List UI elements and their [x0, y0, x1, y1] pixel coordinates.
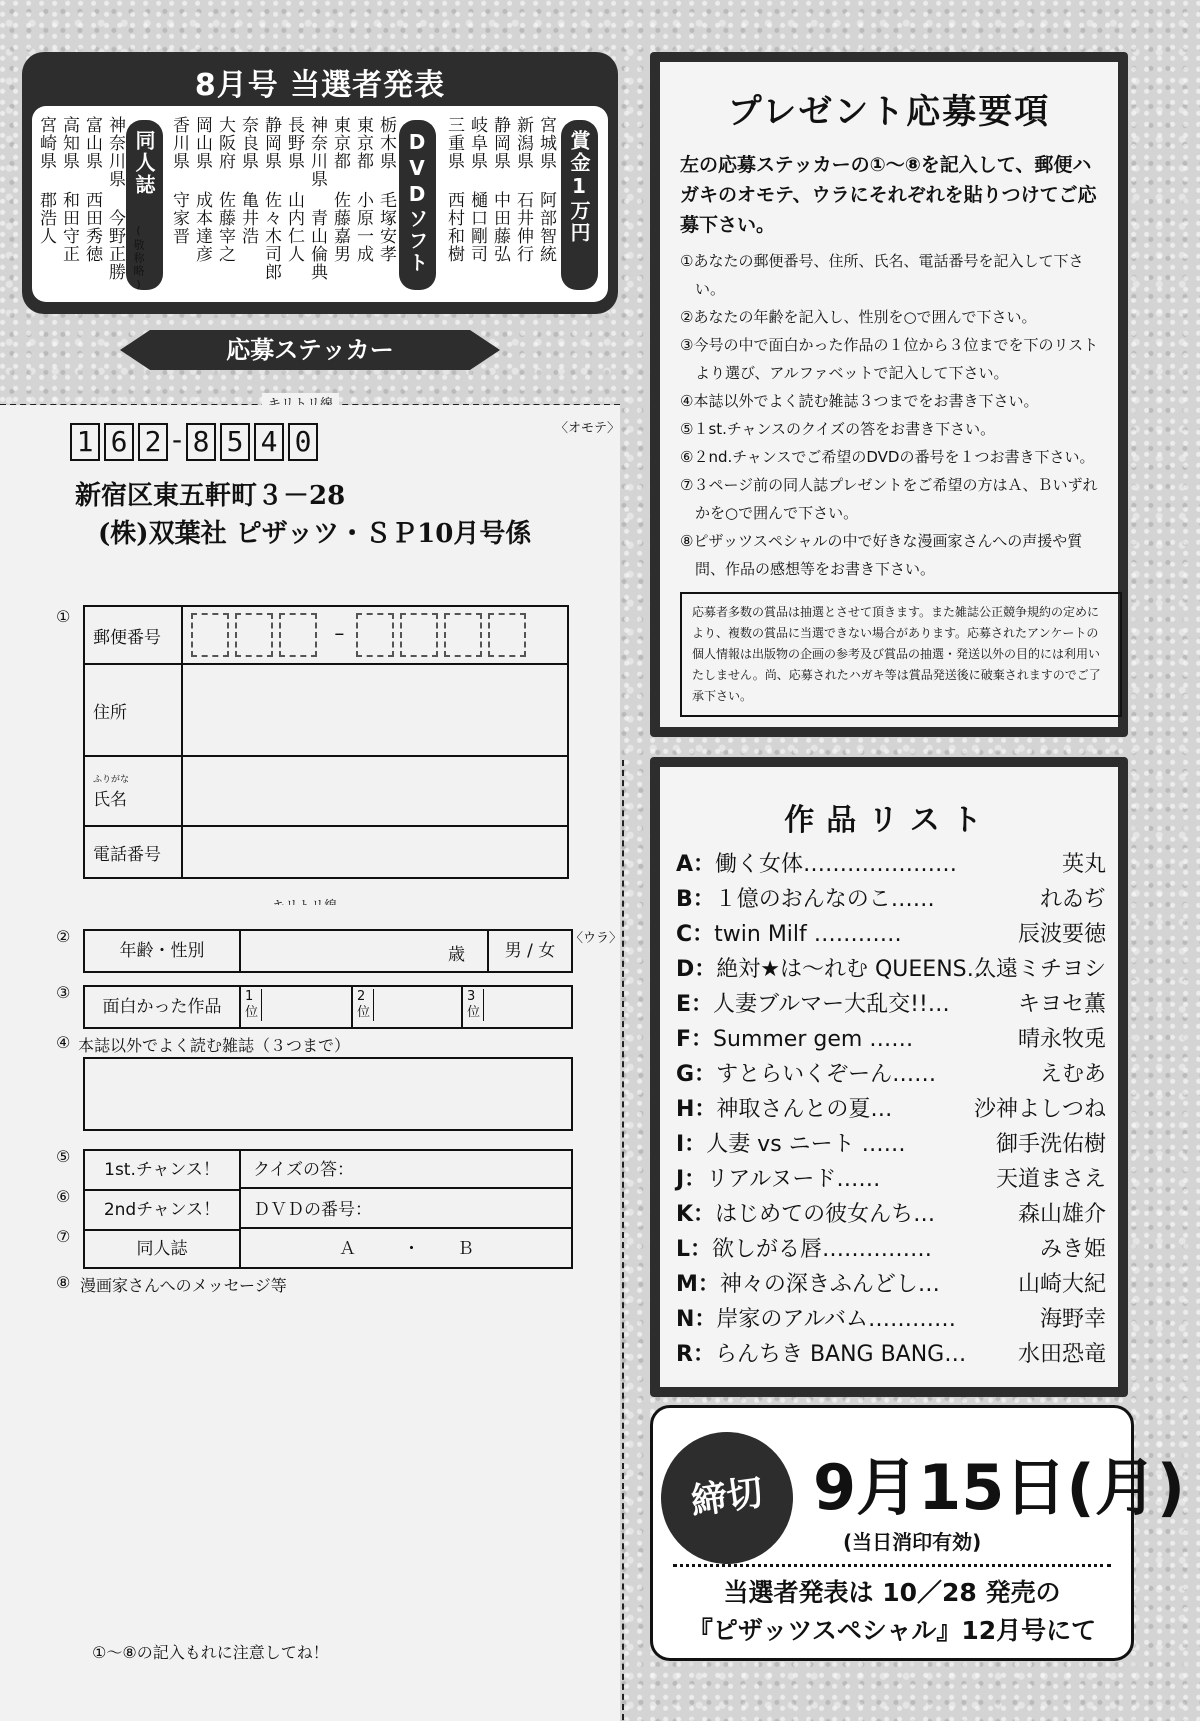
furigana-label: ふりがな	[93, 775, 130, 785]
work-author: 沙神よしつね	[973, 1097, 1106, 1122]
deadline-date: 9月15日(月)	[813, 1451, 1186, 1524]
column-divider	[622, 760, 624, 1720]
step-item: ⑤１st.チャンスのクイズの答をお書き下さい。	[680, 420, 996, 438]
work-title: 絶対★は～れむ QUEENS…	[716, 957, 989, 982]
work-title: 神々の深きふんどし…	[719, 1272, 940, 1297]
rank1-label: 1位	[245, 989, 262, 1021]
notice-box: 応募者多数の賞品は抽選とさせて頂きます。また雑誌公正競争規約の定めにより、複数の賞品に当選できない場合があります。応募されたアンケートの個人情報は出版物の企画の参考及び賞品の抽選・発送以外の目的には利用いたしません。尚、応募されたハガキ等は賞品発送後に破棄されますのでご了承下さい。	[680, 592, 1122, 717]
deadline-panel	[650, 1405, 1186, 1661]
name-text: 氏名	[93, 790, 127, 810]
sticker-back	[0, 905, 623, 1721]
doujin-label: 同人誌	[85, 1231, 241, 1267]
work-title: 欲しがる唇……………	[712, 1237, 933, 1262]
message-label: 漫画家さんへのメッセージ等	[80, 1276, 287, 1295]
sticker-front	[0, 405, 620, 905]
work-author: 水田恐竜	[1017, 1342, 1106, 1367]
work-title: らんちき BANG BANG…	[714, 1342, 967, 1367]
step-item: ⑧ピザッツスペシャルの中で好きな漫画家さんへの声援や質問、作品の感想等をお書き下さい。	[680, 532, 1083, 578]
field-number: ①	[56, 607, 71, 626]
work-author: 辰波要徳	[1017, 922, 1106, 947]
address-label: 住所	[84, 664, 182, 756]
deadline-badge: 締切	[652, 1423, 801, 1572]
winner-entry: 三重県 西村和樹	[444, 116, 464, 263]
field-number: ④	[56, 1033, 71, 1052]
magazines-label: 本誌以外でよく読む雑誌（３つまで）	[78, 1036, 351, 1055]
sex-select[interactable]: 男 / 女	[504, 941, 556, 961]
banner-left-arrow-icon	[120, 330, 150, 370]
rank1-input[interactable]	[241, 987, 353, 1027]
winner-entry: 栃木県 毛塚安孝	[376, 116, 396, 263]
field-number: ⑥	[56, 1187, 71, 1206]
work-title: はじめての彼女んち…	[715, 1202, 936, 1227]
winner-entry: 富山県 西田秀徳	[82, 116, 102, 263]
name-label	[84, 756, 182, 826]
prize-dvd-label: DVDソフト	[399, 120, 436, 290]
phone-label: 電話番号	[84, 826, 182, 878]
winner-entry: 宮崎県 郡浩人	[36, 116, 56, 245]
winner-entry: 神奈川県 今野正勝	[105, 116, 125, 281]
address-line-2: (株)双葉社 ピザッツ・ＳＰ10月号係	[98, 519, 532, 549]
back-tag: 〈ウラ〉	[570, 931, 623, 946]
postal-input[interactable]: –	[182, 606, 568, 664]
work-title: すとらいくぞーん……	[716, 1062, 937, 1087]
winner-entry: 岡山県 成本達彦	[192, 116, 212, 263]
field-number: ⑦	[56, 1227, 71, 1246]
work-author: れゐぢ	[1039, 887, 1106, 912]
present-lead: 左の応募ステッカーの①～⑧を記入して、郵便ハガキのオモテ、ウラにそれぞれを貼りつけてご応募下さい。	[680, 154, 1097, 236]
address-line-1: 新宿区東五軒町３－28	[75, 481, 346, 511]
work-author: 山崎大紀	[1017, 1272, 1106, 1297]
winner-entry: 東京都 佐藤嘉男	[330, 116, 350, 263]
zip-digit: 0	[288, 423, 318, 461]
step-item: ①あなたの郵便番号、住所、氏名、電話番号を記入して下さい。	[680, 252, 1084, 298]
list-item: F：Summer gem …… 晴永牧兎	[676, 1022, 1106, 1053]
field-number: ⑤	[56, 1147, 71, 1166]
work-author: えむあ	[1039, 1062, 1106, 1087]
winner-entry: 宮城県 阿部智統	[536, 116, 556, 263]
rank3-label: 3位	[467, 989, 484, 1021]
doujin-choice[interactable]	[241, 1231, 571, 1267]
list-item: M：神々の深きふんどし… 山崎大紀	[676, 1267, 1106, 1298]
field-number: ②	[56, 927, 71, 946]
work-author: 海野幸	[1039, 1307, 1106, 1332]
list-item: C：twin Milf ………… 辰波要徳	[676, 917, 1106, 948]
list-item: A：働く女体………………… 英丸	[676, 847, 1106, 878]
honorific-note: (敬称略)	[132, 224, 145, 293]
list-item: I：人妻 vs ニート …… 御手洗佑樹	[676, 1127, 1106, 1158]
zip-digit: 8	[186, 423, 216, 461]
zip-digit: 5	[220, 423, 250, 461]
present-title: プレゼント応募要項	[727, 92, 1051, 132]
list-item: D：絶対★は～れむ QUEENS… 久遠ミチヨシ	[676, 952, 1106, 983]
age-sex-row	[83, 929, 573, 973]
work-author: 森山雄介	[1017, 1202, 1106, 1227]
sticker-title: 応募ステッカー	[150, 330, 470, 370]
fav-works-label: 面白かった作品	[85, 987, 241, 1027]
work-author: キヨセ薫	[1017, 992, 1106, 1017]
list-item: L：欲しがる唇…………… みき姫	[676, 1232, 1106, 1263]
contact-form	[83, 605, 569, 879]
work-title: 神取さんとの夏…	[716, 1097, 893, 1122]
present-steps	[680, 247, 1110, 583]
winner-entry: 新潟県 石井伸行	[513, 116, 533, 263]
winner-entry: 長野県 山内仁人	[284, 116, 304, 263]
name-input[interactable]	[182, 756, 568, 826]
second-chance-label: 2ndチャンス！	[85, 1191, 241, 1231]
winner-entry: 静岡県 佐々木司郎	[261, 116, 281, 281]
list-item: B：１億のおんなのこ…… れゐぢ	[676, 882, 1106, 913]
option-b[interactable]: Ｂ	[457, 1239, 474, 1259]
winner-entry: 奈良県 亀井浩	[238, 116, 258, 245]
works-list-panel	[650, 757, 1128, 1397]
work-title: twin Milf …………	[714, 922, 902, 947]
rank3-input[interactable]	[463, 987, 571, 1027]
dvd-number-input[interactable]: ＤＶＤの番号：	[241, 1191, 571, 1229]
prize-cash-label: 賞金1万円	[561, 120, 598, 290]
winner-entry: 大阪府 佐藤宰之	[215, 116, 235, 263]
postal-label: 郵便番号	[84, 606, 182, 664]
announcement-line-1: 当選者発表は 10／28 発売の	[723, 1578, 1061, 1607]
announcement-line-2: 『ピザッツスペシャル』12月号にて	[687, 1616, 1097, 1645]
list-item: J：リアルヌード…… 天道まさえ	[676, 1162, 1106, 1193]
winners-panel	[22, 52, 618, 314]
work-title: リアルヌード……	[706, 1167, 881, 1192]
work-title: 岸家のアルバム…………	[716, 1307, 957, 1332]
step-item: ④本誌以外でよく読む雑誌３つまでをお書き下さい。	[680, 392, 1039, 410]
zip-dash: -	[172, 423, 183, 456]
work-author: 久遠ミチヨシ	[973, 957, 1106, 982]
step-item: ⑥２nd.チャンスでご希望のDVDの番号を１つお書き下さい。	[680, 448, 1095, 466]
prize-doujin-label: 同人誌	[126, 120, 163, 290]
front-tag: 〈オモテ〉	[555, 421, 621, 436]
phone-input[interactable]	[182, 826, 568, 878]
fav-works-row	[83, 985, 573, 1029]
field-number: ⑧	[56, 1273, 71, 1292]
work-title: 働く女体…………………	[715, 852, 958, 877]
present-rules-panel	[650, 52, 1128, 737]
message-area[interactable]	[56, 1297, 576, 1537]
work-author: 英丸	[1061, 852, 1106, 877]
step-item: ③今号の中で面白かった作品の１位から３位までを下のリストより選び、アルファベットで記入して下さい。	[680, 336, 1099, 382]
work-title: Summer gem ……	[713, 1027, 914, 1052]
age-unit: 歳	[448, 945, 465, 965]
announcement	[663, 1574, 1121, 1650]
reminder-note: ①～⑧の記入もれに注意してね！	[92, 1643, 329, 1662]
dotted-divider	[673, 1564, 1111, 1567]
work-author: 御手洗佑樹	[995, 1132, 1106, 1157]
work-author: 晴永牧兎	[1017, 1027, 1106, 1052]
winner-entry: 神奈川県 青山倫典	[307, 116, 327, 281]
winners-title: 8月号 当選者発表	[194, 68, 446, 103]
sticker-banner	[150, 330, 470, 370]
rank2-input[interactable]	[353, 987, 463, 1027]
works-title: 作品リスト	[784, 803, 994, 838]
zip-code	[70, 423, 322, 461]
winner-entry: 東京都 小原一成	[353, 116, 373, 263]
step-item: ②あなたの年齢を記入し、性別を○で囲んで下さい。	[680, 308, 1037, 326]
zip-digit: 2	[138, 423, 168, 461]
list-item: G：すとらいくぞーん…… えむあ	[676, 1057, 1106, 1088]
winner-entry: 高知県 和田守正	[59, 116, 79, 263]
zip-digit: 6	[104, 423, 134, 461]
rank2-label: 2位	[357, 989, 374, 1021]
zip-digit: 4	[254, 423, 284, 461]
work-title: 人妻ブルマー大乱交!!…	[713, 992, 950, 1017]
work-author: みき姫	[1039, 1237, 1106, 1262]
list-item: R：らんちき BANG BANG… 水田恐竜	[676, 1337, 1106, 1368]
age-input[interactable]	[241, 931, 489, 971]
step-item: ⑦３ページ前の同人誌プレゼントをご希望の方はＡ、Ｂいずれかを○で囲んで下さい。	[680, 476, 1098, 522]
address-input[interactable]	[182, 664, 568, 756]
work-title: 人妻 vs ニート ……	[706, 1132, 906, 1157]
field-number: ③	[56, 983, 71, 1002]
winners-list	[32, 106, 608, 302]
list-item: K：はじめての彼女んち… 森山雄介	[676, 1197, 1106, 1228]
zip-digit: 1	[70, 423, 100, 461]
deadline-postmark-note: (当日消印有効)	[843, 1530, 982, 1554]
winner-entry: 香川県 守家晋	[169, 116, 189, 245]
banner-right-arrow-icon	[470, 330, 500, 370]
chance-table	[83, 1149, 573, 1269]
list-item: E：人妻ブルマー大乱交!!… キヨセ薫	[676, 987, 1106, 1018]
age-sex-label: 年齢・性別	[85, 931, 241, 971]
option-separator: ・	[403, 1239, 420, 1259]
option-a[interactable]: Ａ	[339, 1239, 356, 1259]
list-item: H：神取さんとの夏… 沙神よしつね	[676, 1092, 1106, 1123]
work-author: 天道まさえ	[995, 1167, 1106, 1192]
quiz-answer-input[interactable]: クイズの答：	[241, 1151, 571, 1189]
magazines-input[interactable]	[83, 1057, 573, 1131]
winner-entry: 岐阜県 樋口剛司	[467, 116, 487, 263]
winner-entry: 静岡県 中田藤弘	[490, 116, 510, 263]
list-item: N：岸家のアルバム………… 海野幸	[676, 1302, 1106, 1333]
first-chance-label: 1st.チャンス！	[85, 1151, 241, 1191]
work-title: １億のおんなのこ……	[714, 887, 935, 912]
